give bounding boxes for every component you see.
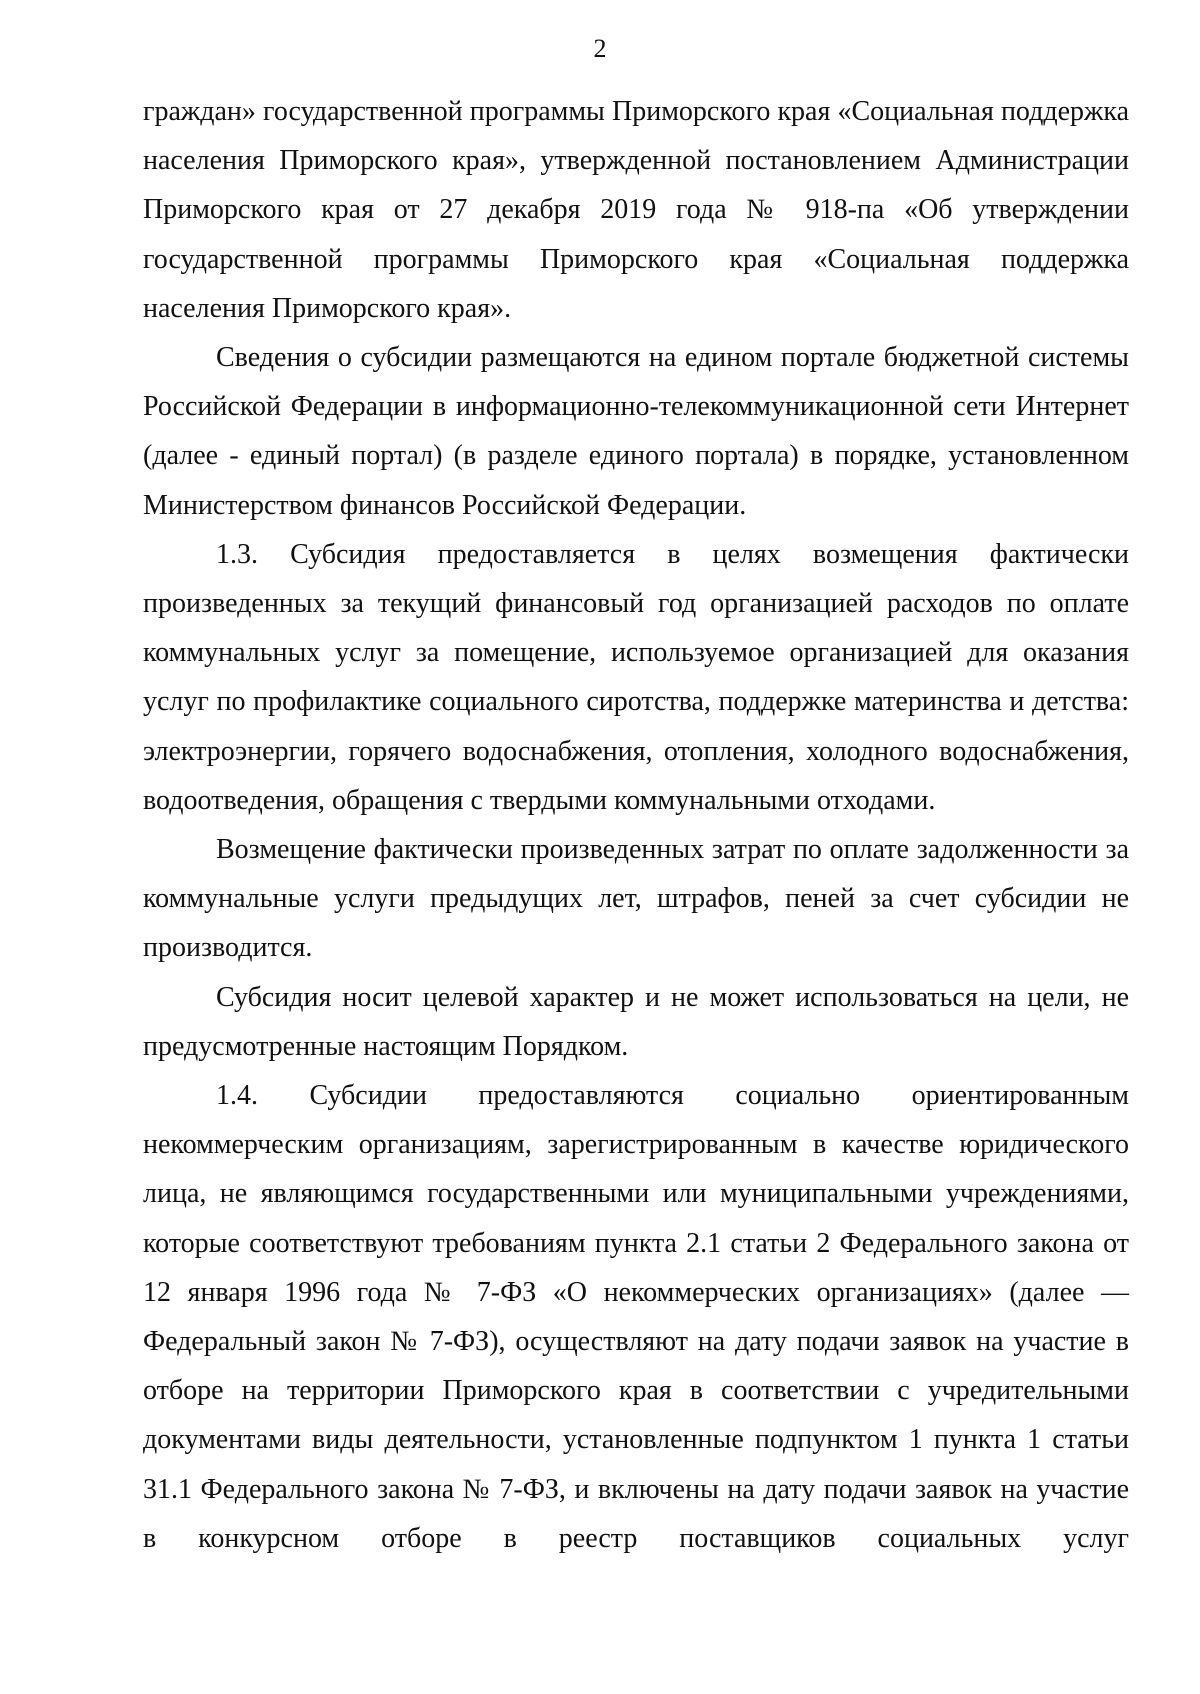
page-number: 2 xyxy=(593,34,607,63)
paragraph-clause-1-4: 1.4. Субсидии предоставляются социально ориентированным некоммерческим организациям, зарегистрированным в качестве юридического лица, не являющимся государственными или муниципальными учреждениями, которые соответствуют требованиям пункта 2.1 статьи 2 Федерального закона от 12 января 1996 года № 7-ФЗ «О некоммерческих организациях» (далее — Федеральный закон № 7-ФЗ), осуществляют на дату подачи заявок на участие в отборе на территории Приморского края в соответствии с учредительными документами виды деятельности, установленные подпунктом 1 пункта 1 статьи 31.1 Федерального закона № 7-ФЗ, и включены на дату подачи заявок на участие в конкурсном отборе в реестр поставщиков социальных услуг xyxy=(143,1080,1129,1554)
document-body xyxy=(143,87,1129,1563)
paragraph-subsidy-information: Сведения о субсидии размещаются на едином портале бюджетной системы Российской Федерации в информационно-телекоммуникационной сети Интернет (далее - единый портал) (в разделе единого портала) в порядке, установленном Министерством финансов Российской Федерации. xyxy=(143,342,1129,521)
paragraph-no-reimbursement: Возмещение фактически произведенных затрат по оплате задолженности за коммунальные услуги предыдущих лет, штрафов, пеней за счет субсидии не производится. xyxy=(143,834,1129,964)
paragraph-program-continuation: граждан» государственной программы Приморского края «Социальная поддержка населения Приморского края», утвержденной постановлением Администрации Приморского края от 27 декабря 2019 года № 918-па «Об утверждении государственной программы Приморского края «Социальная поддержка населения Приморского края». xyxy=(143,96,1129,324)
paragraph-targeted-use: Субсидия носит целевой характер и не может использоваться на цели, не предусмотренные настоящим Порядком. xyxy=(143,981,1129,1062)
paragraph-clause-1-3: 1.3. Субсидия предоставляется в целях возмещения фактически произведенных за текущий финансовый год организацией расходов по оплате коммунальных услуг за помещение, используемое организацией для оказания услуг по профилактике социального сиротства, поддержке материнства и детства: электроэнергии, горячего водоснабжения, отопления, холодного водоснабжения, водоотведения, обращения с твердыми коммунальными отходами. xyxy=(143,538,1129,816)
